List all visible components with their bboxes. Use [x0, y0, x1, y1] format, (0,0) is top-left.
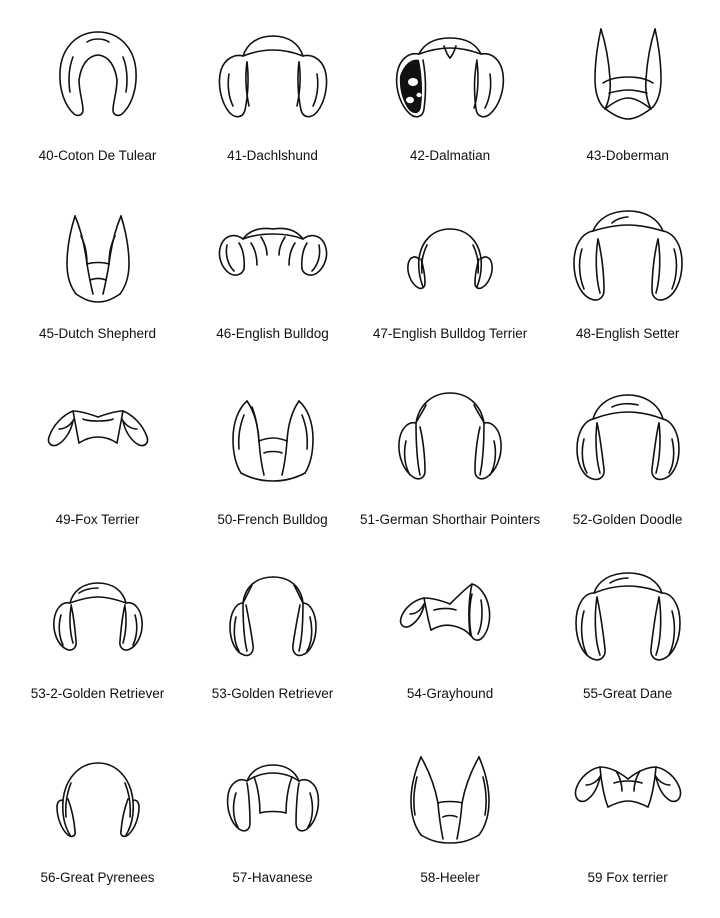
- english-bulldog-terrier-ear-illustration: [363, 198, 538, 316]
- ear-shape-caption: 45-Dutch Shepherd: [38, 326, 157, 341]
- ear-shape-caption: 52-Golden Doodle: [572, 512, 683, 527]
- ear-shape-cell[interactable]: [185, 18, 360, 198]
- ear-shape-cell[interactable]: [360, 378, 540, 558]
- ear-shape-caption: 51-German Shorthair Pointers: [360, 512, 541, 527]
- ear-shape-cell[interactable]: [185, 558, 360, 738]
- ear-shape-caption: 48-English Setter: [575, 326, 680, 341]
- great-dane-ear-illustration: [540, 558, 715, 676]
- ear-shape-cell[interactable]: [185, 198, 360, 378]
- ear-shape-cell[interactable]: [185, 378, 360, 558]
- ear-shape-caption: 59 Fox terrier: [587, 870, 668, 885]
- heeler-ear-illustration: [363, 738, 538, 856]
- fox-terrier-ear-illustration: [10, 378, 185, 496]
- ear-shape-caption: 40-Coton De Tulear: [38, 148, 157, 163]
- ear-shape-cell[interactable]: [540, 18, 715, 198]
- english-setter-ear-illustration: [540, 198, 715, 316]
- ear-shape-caption: 49-Fox Terrier: [55, 512, 140, 527]
- ear-shape-cell[interactable]: [540, 558, 715, 738]
- golden-doodle-ear-illustration: [540, 378, 715, 496]
- ear-shape-grid: [10, 18, 710, 918]
- dalmatian-ear-illustration: [363, 18, 538, 136]
- ear-shape-caption: 55-Great Dane: [582, 686, 673, 701]
- ear-shape-caption: 42-Dalmatian: [409, 148, 491, 163]
- ear-shape-cell[interactable]: [10, 378, 185, 558]
- ear-shape-caption: 54-Grayhound: [406, 686, 494, 701]
- ear-shape-caption: 46-English Bulldog: [216, 326, 329, 341]
- ear-shape-cell[interactable]: [10, 558, 185, 738]
- golden-retriever-alt-ear-illustration: [10, 558, 185, 676]
- ear-shape-cell[interactable]: [360, 558, 540, 738]
- dutch-shepherd-ear-illustration: [10, 198, 185, 316]
- ear-shape-cell[interactable]: [540, 378, 715, 558]
- ear-shape-caption: 41-Dachlshund: [227, 148, 318, 163]
- golden-retriever-ear-illustration: [185, 558, 360, 676]
- ear-shape-cell[interactable]: [10, 738, 185, 918]
- fox-terrier-folded-ear-illustration: [540, 738, 715, 856]
- french-bulldog-ear-illustration: [185, 378, 360, 496]
- ear-shape-caption: 50-French Bulldog: [217, 512, 328, 527]
- ear-shape-cell[interactable]: [10, 198, 185, 378]
- german-shorthair-pointers-ear-illustration: [363, 378, 538, 496]
- ear-shape-caption: 56-Great Pyrenees: [40, 870, 155, 885]
- ear-shape-cell[interactable]: [10, 18, 185, 198]
- ear-shape-cell[interactable]: [360, 738, 540, 918]
- ear-shape-cell[interactable]: [540, 738, 715, 918]
- ear-shape-caption: 58-Heeler: [420, 870, 480, 885]
- ear-shape-cell[interactable]: [185, 738, 360, 918]
- ear-shape-caption: 57-Havanese: [232, 870, 313, 885]
- ear-shape-caption: 53-2-Golden Retriever: [30, 686, 165, 701]
- ear-shape-cell[interactable]: [540, 198, 715, 378]
- coton-de-tulear-ear-illustration: [10, 18, 185, 136]
- ear-shape-caption: 53-Golden Retriever: [211, 686, 334, 701]
- grayhound-ear-illustration: [363, 558, 538, 676]
- ear-shape-cell[interactable]: [360, 198, 540, 378]
- english-bulldog-ear-illustration: [185, 198, 360, 316]
- ear-shape-caption: 43-Doberman: [586, 148, 669, 163]
- great-pyrenees-ear-illustration: [10, 738, 185, 856]
- dachlshund-ear-illustration: [185, 18, 360, 136]
- havanese-ear-illustration: [185, 738, 360, 856]
- ear-shape-caption: 47-English Bulldog Terrier: [372, 326, 528, 341]
- ear-shape-cell[interactable]: [360, 18, 540, 198]
- doberman-ear-illustration: [540, 18, 715, 136]
